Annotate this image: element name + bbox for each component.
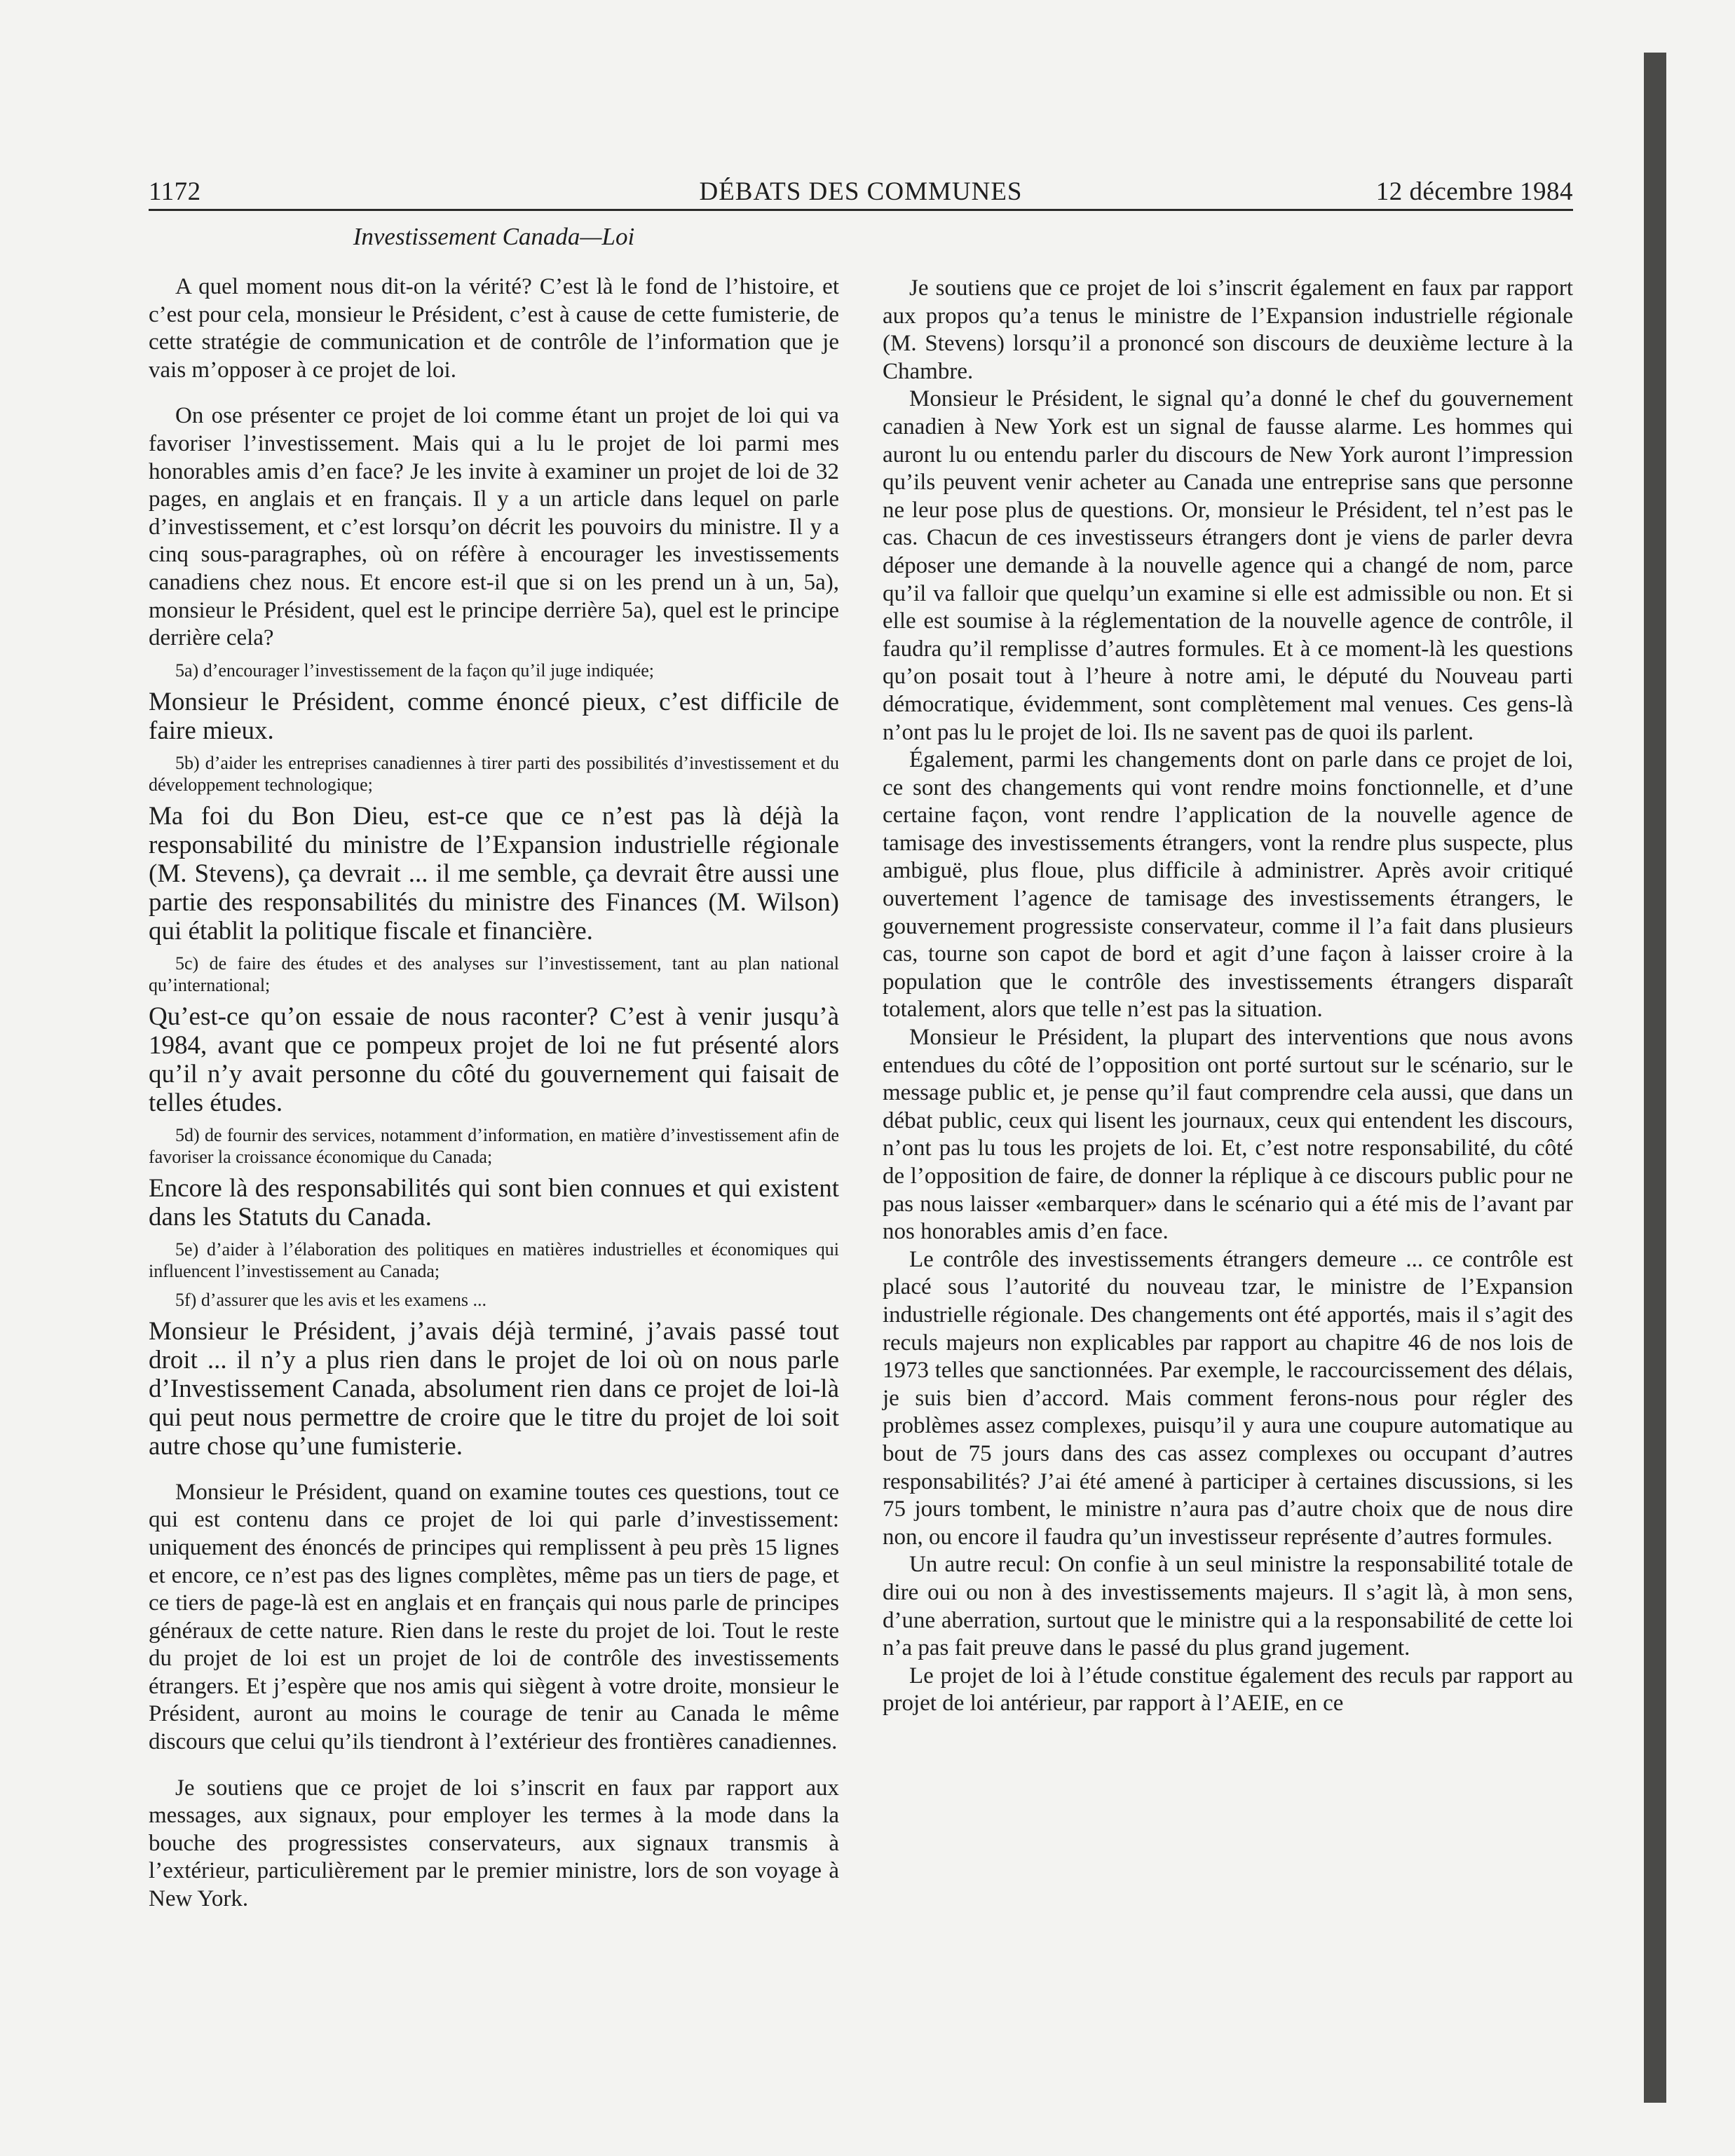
bill-excerpt: 5e) d’aider à l’élaboration des politiques en matières industrielles et économiques qui influencent l’investissement au Canada; [149,1239,839,1281]
bill-excerpt: 5c) de faire des études et des analyses sur l’investissement, tant au plan national qu’international; [149,953,839,995]
issue-date: 12 décembre 1984 [1375,177,1573,206]
bill-excerpt: 5d) de fournir des services, notamment d’information, en matière d’investissement afin de favoriser la croissance économique du Canada; [149,1124,839,1167]
publication-title: DÉBATS DES COMMUNES [699,177,1023,206]
paragraph: Monsieur le Président, quand on examine toutes ces questions, tout ce qui est contenu dans ce projet de loi qui parle d’investissement: uniquement des énoncés de principes qui remplissent à peu près 15 lignes et encore, ce n’est pas des lignes complètes, même pas un tiers de page, et ce tiers de page-là est en anglais et en français qui nous parle de principes généraux de cette nature. Rien dans le reste du projet de loi. Tout le reste du projet de loi est un projet de loi de contrôle des investissements étrangers. Et j’espère que nos amis qui siègent à votre droite, monsieur le Président, auront au moins le courage de tenir au Canada le même discours que celui qu’ils tiendront à l’extérieur des frontières canadiennes. [149,1479,839,1755]
paragraph: Je soutiens que ce projet de loi s’inscrit en faux par rapport aux messages, aux signaux, pour employer les termes à la mode dans la bouche des progressistes conservateurs, aux signaux transmis à l’extérieur, particulièrement par le premier ministre, lors de son voyage à New York. [149,1775,839,1912]
paragraph: Monsieur le Président, comme énoncé pieux, c’est difficile de faire mieux. [149,687,839,745]
paragraph: Un autre recul: On confie à un seul ministre la responsabilité totale de dire oui ou non à des investissements majeurs. Il s’agit là, à mon sens, d’une aberration, surtout que le ministre qui a la responsabilité de cette loi n’a pas fait preuve dans le passé du plus grand jugement. [883,1552,1573,1661]
paragraph: Monsieur le Président, le signal qu’a donné le chef du gouvernement canadien à New York est un signal de fausse alarme. Les hommes qui auront lu ou entendu parler du discours de New York auront l’impression qu’ils peuvent venir acheter au Canada une entreprise sans que personne ne leur pose plus de questions. Or, monsieur le Président, tel n’est pas le cas. Chacun de ces investisseurs étrangers dont je viens de parler devra déposer une demande à la nouvelle agence qui a changé de nom, parce qu’il va falloir que quelqu’un examine si elle est admissible ou non. Et si elle est soumise à la réglementation de la nouvelle agence de contrôle, il faudra qu’il remplisse d’autres formules. Et à ce moment-là les questions qu’on posait tout à l’heure à notre ami, le député du Nouveau parti démocratique, évidemment, sont complètement mal venues. Ces gens-là n’ont pas lu le projet de loi. Ils ne savent pas de quoi ils parlent. [883,386,1573,745]
page-header [149,177,1573,212]
paragraph: A quel moment nous dit-on la vérité? C’est là le fond de l’histoire, et c’est pour cela, monsieur le Président, c’est à cause de cette fumisterie, de cette stratégie de communication et de contrôle de l’information que je vais m’opposer à ce projet de loi. [149,274,839,383]
paragraph: Je soutiens que ce projet de loi s’inscrit également en faux par rapport aux propos qu’a tenus le ministre de l’Expansion industrielle régionale (M. Stevens) lorsqu’il a prononcé son discours de deuxième lecture à la Chambre. [883,275,1573,384]
bill-excerpt: 5a) d’encourager l’investissement de la façon qu’il juge indiquée; [175,660,654,681]
bill-excerpt: 5b) d’aider les entreprises canadiennes à tirer parti des possibilités d’investissement et du développement technologique; [149,752,839,795]
paragraph: On ose présenter ce projet de loi comme étant un projet de loi qui va favoriser l’investissement. Mais qui a lu le projet de loi parmi mes honorables amis d’en face? Je les invite à examiner un projet de loi de 32 pages, en anglais et en français. Il y a un article dans lequel on parle d’investissement, et c’est lorsqu’on décrit les pouvoirs du ministre. Il y a cinq sous-paragraphes, où on réfère à encourager les investissements canadiens chez nous. Et encore est-il que si on les prend un à un, 5a), monsieur le Président, quel est le principe derrière 5a), quel est le principe derrière cela? [149,403,839,651]
paragraph: Ma foi du Bon Dieu, est-ce que ce n’est pas là déjà la responsabilité du ministre de l’Expansion industrielle régionale (M. Stevens), ça devrait ... il me semble, ça devrait être aussi une partie des responsabilités du ministre des Finances (M. Wilson) qui établit la politique fiscale et financière. [149,801,839,946]
page-number: 1172 [149,177,201,206]
paragraph: Monsieur le Président, la plupart des interventions que nous avons entendues du côté de l’opposition ont porté surtout sur le scénario, sur le message public et, je pense qu’il faut comprendre cela aussi, que dans un débat public, ceux qui lisent les journaux, ceux qui entendent les discours, n’ont pas lu tous les projets de loi. Et, c’est notre responsabilité, du côté de l’opposition de faire, de donner la réplique à ce discours public pour ne pas nous laisser «embarquer» dans le scénario qui a été mis de l’avant par nos honorables amis d’en face. [883,1025,1573,1245]
paragraph: Monsieur le Président, j’avais déjà terminé, j’avais passé tout droit ... il n’y a plus rien dans le projet de loi où on nous parle d’Investissement Canada, absolument rien dans ce projet de loi-là qui peut nous permettre de croire que le titre du projet de loi soit autre chose qu’une fumisterie. [149,1316,839,1461]
scan-edge-shadow [1644,53,1666,2103]
paragraph: Le contrôle des investissements étrangers demeure ... ce contrôle est placé sous l’autorité du nouveau tzar, le ministre de l’Expansion industrielle régionale. Des changements ont été apportés, mais il s’agit des reculs majeurs non explicables par rapport au chapitre 46 de nos lois de 1973 telles que sanctionnées. Par exemple, le raccourcissement des délais, je suis bien d’accord. Mais comment ferons-nous pour régler des problèmes assez complexes, puisqu’il y aura une coupure automatique au bout de 75 jours dans des cas assez complexes ou occupant d’autres responsabilités? J’ai été amené à participer à certaines discussions, si les 75 jours tombent, le ministre n’aura pas d’autre choix que de nous dire non, ou encore il faudra qu’un investisseur représente d’autres formules. [883,1246,1573,1550]
paragraph: Également, parmi les changements dont on parle dans ce projet de loi, ce sont des changements qui vont rendre moins fonctionnelle, et d’une certaine façon, vont rendre l’application de la nouvelle agence de tamisage des investissements étrangers, vont la rendre plus suspecte, plus ambiguë, plus floue, plus difficile à administrer. Après avoir critiqué ouvertement l’agence de tamisage des investissements étrangers, le gouvernement progressiste conservateur, comme il l’a fait dans plusieurs cas, tourne son capot de bord et agit d’une façon à laisser croire à la population que le contrôle des investissements étrangers disparaît totalement, alors que telle n’est pas la situation. [883,747,1573,1023]
paragraph: Qu’est-ce qu’on essaie de nous raconter? C’est à venir jusqu’à 1984, avant que ce pompeux projet de loi ne fut présenté alors qu’il n’y avait personne du côté du gouvernement qui faisait de telles études. [149,1002,839,1117]
section-title: Investissement Canada—Loi [353,223,635,250]
right-column [883,275,1573,1718]
paragraph: Le projet de loi à l’étude constitue également des reculs par rapport au projet de loi antérieur, par rapport à l’AEIE, en ce [883,1663,1573,1717]
left-column [149,223,839,1913]
header-rule [149,209,1573,211]
paragraph: Encore là des responsabilités qui sont bien connues et qui existent dans les Statuts du Canada. [149,1173,839,1231]
bill-excerpt: 5f) d’assurer que les avis et les examens ... [175,1289,487,1310]
